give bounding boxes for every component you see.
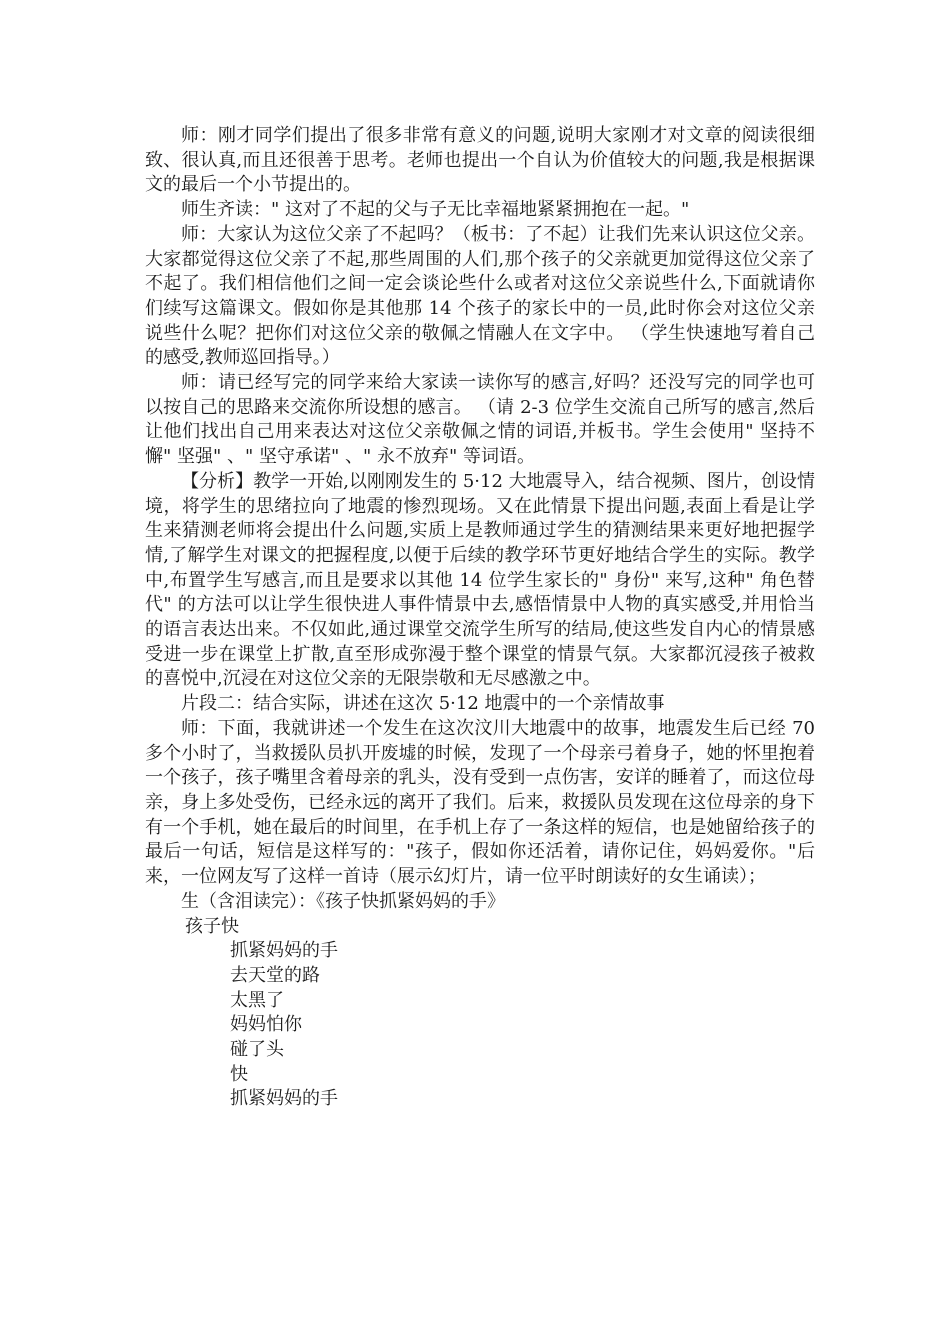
poem-line: 碰了头 xyxy=(230,1039,284,1061)
poem-line: 妈妈怕你 xyxy=(230,1014,302,1036)
paragraph-analysis: 【分析】教学一开始,以刚刚发生的 5·12 大地震导入，结合视频、图片，创设情境，将学生的思绪拉向了地震的惨烈现场。又在此情景下提出问题,表面上看是让学生来猜测老师将会提出什么问题,实质上是教师通过学生的猜测结果来更好地把握学情,了解学生对课文的把握程度,以便于后续的教学环节更好地结合学生的实际。教学中,布置学生写感言,而且是要求以其他 14 位学生家长的" 身份" 来写,这种" 角色替代" 的方法可以让学生很快进人事件情景中去,感悟情景中人物的真实感受,并用恰当的语言表达出来。不仅如此,通过课堂交流学生所写的结局,使这些发自内心的情景感受进一步在课堂上扩散,直至形成弥漫于整个课堂的情景气氛。大家都沉浸孩子被救的喜悦中,沉浸在对这位父亲的无限崇敬和无尽感激之中。 xyxy=(145,470,815,690)
poem-line: 抓紧妈妈的手 xyxy=(230,1088,338,1110)
poem-line: 太黑了 xyxy=(230,989,284,1011)
poem-line: 抓紧妈妈的手 xyxy=(230,940,338,962)
poem-line: 快 xyxy=(230,1063,248,1085)
document-body xyxy=(145,124,815,1112)
poem-line: 去天堂的路 xyxy=(230,964,320,986)
paragraph-group-reading: 师生齐读：" 这对了不起的父与子无比幸福地紧紧拥抱在一起。" xyxy=(181,199,690,221)
paragraph-earthquake-story: 师：下面，我就讲述一个发生在这次汶川大地震中的故事，地震发生后已经 70 多个小时了，当救援队员扒开废墟的时候，发现了一个母亲弓着身子，她的怀里抱着一个孩子，孩子嘴里含着母亲的乳头，没有受到一点伤害，安详的睡着了，而这位母亲，身上多处受伤，已经永远的离开了我们。后来，救援队员发现在这位母亲的身下有一个手机，她在最后的时间里，在手机上存了一条这样的短信，也是她留给孩子的最后一句话，短信是这样写的："孩子，假如你还活着，请你记住，妈妈爱你。"后来，一位网友写了这样一首诗（展示幻灯片，请一位平时朗读好的女生诵读）； xyxy=(145,717,815,888)
paragraph-student-reading: 生（含泪读完）：《孩子快抓紧妈妈的手》 xyxy=(181,890,505,912)
paragraph-father-discussion: 师：大家认为这位父亲了不起吗？（板书：了不起）让我们先来认识这位父亲。大家都觉得这位父亲了不起,那些周围的人们,那个孩子的父亲就更加觉得这位父亲了不起了。我们相信他们之间一定会谈论些什么或者对这位父亲说些什么,下面就请你们续写这篇课文。假如你是其他那 14 个孩子的家长中的一员,此时你会对这位父亲说些什么呢？把你们对这位父亲的敬佩之情融人在文字中。 （学生快速地写着自己的感受,教师巡回指导。） xyxy=(145,223,815,369)
paragraph-share-reflections: 师：请已经写完的同学来给大家读一读你写的感言,好吗？还没写完的同学也可以按自己的思路来交流你所设想的感言。 （请 2-3 位学生交流自己所写的感言,然后让他们找出自己用来表达对这位父亲敬佩之情的词语,并板书。学生会使用" 坚持不懈" 坚强" 、" 坚守承诺" 、" 永不放弃" 等词语。 xyxy=(145,372,815,468)
poem-first-line: 孩子快 xyxy=(185,915,239,937)
section-heading-fragment-two: 片段二：结合实际，讲述在这次 5·12 地震中的一个亲情故事 xyxy=(181,693,665,715)
paragraph-teacher-question: 师：刚才同学们提出了很多非常有意义的问题,说明大家刚才对文章的阅读很细致、很认真,而且还很善于思考。老师也提出一个自认为价值较大的问题,我是根据课文的最后一个小节提出的。 xyxy=(145,125,815,196)
